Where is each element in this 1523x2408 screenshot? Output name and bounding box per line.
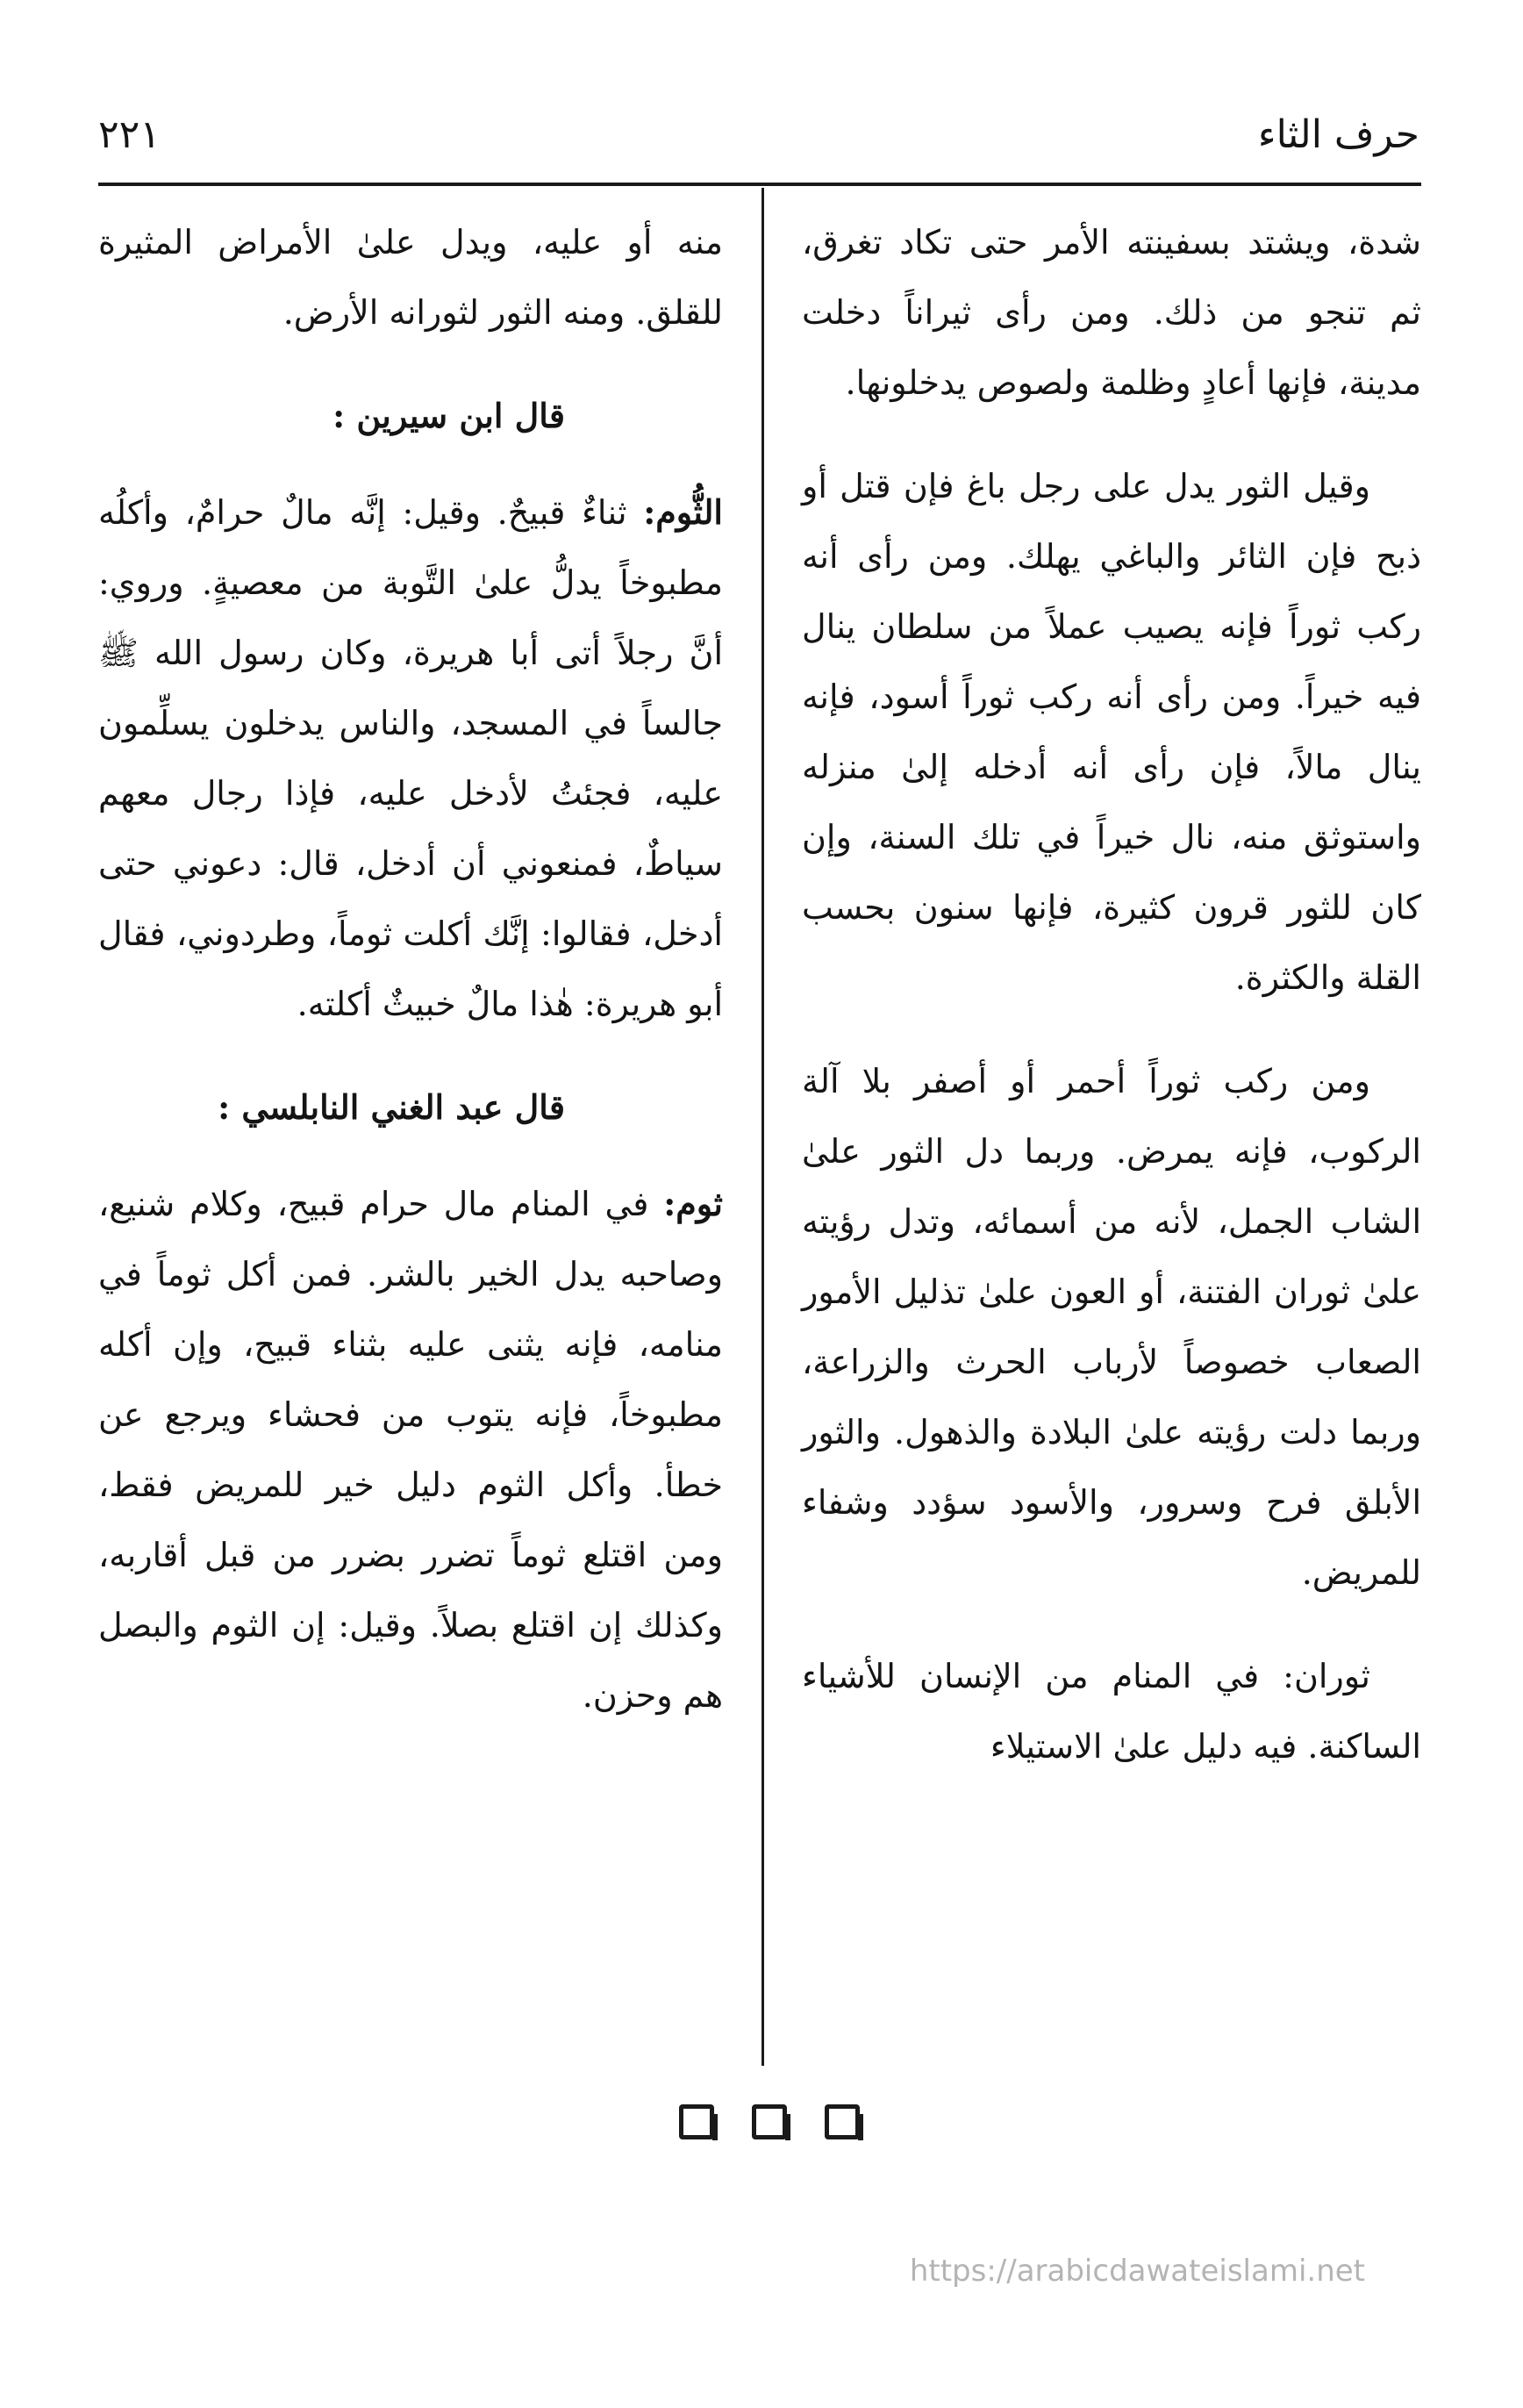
entry-term: الثُّوم: [643,492,723,532]
page-number: ٢٢١ [98,112,161,157]
section-heading-nabulsi: قال عبد الغني النابلسي : [218,1087,565,1127]
paragraph: منه أو عليه، ويدل علىٰ الأمراض المثيرة للقلق. ومنه الثور لثورانه الأرض. [98,223,723,332]
entry-text: في المنام مال حرام قبيح، وكلام شنيع، وصاحبه يدل الخير بالشر. فمن أكل ثوماً في منامه، فإنه يثنى عليه بثناء قبيح، وإن أكله مطبوخاً، فإنه يتوب من فحشاء ويرجع عن خطأ. وأكل الثوم دليل خير للمريض فقط، ومن اقتلع ثوماً تضرر بضرر من قبل أقاربه، وكذلك إن اقتلع بصلاً. وقيل: إن الثوم والبصل هم وحزن. [98,1185,723,1715]
paragraph-garlic-nabulsi [98,1169,723,1731]
entry-text: ثناءٌ قبيحٌ. وقيل: إنَّه مالٌ حرامٌ، وأكلُه مطبوخاً يدلُّ علىٰ التَّوبة من معصيةٍ. وروي: أنَّ رجلاً أتى أبا هريرة، وكان رسول الله ﷺ جالساً في المسجد، والناس يدخلون يسلِّمون عليه، فجئتُ لأدخل عليه، فإذا رجال معهم سياطٌ، فمنعوني أن أدخل، قال: دعوني حتى أدخل، فقالوا: إنَّك أكلت ثوماً، وطردوني، فقال أبو هريرة: هٰذا مالٌ خبيثٌ أكلته. [98,493,723,1023]
section-heading-ibn-sirin: قال ابن سيرين : [332,396,565,435]
ornament-square-icon [752,2104,787,2139]
chapter-title: حرف الثاء [1257,112,1419,157]
paragraph: وقيل الثور يدل على رجل باغ فإن قتل أو ذبح فإن الثائر والباغي يهلك. ومن رأى أنه ركب ثوراً فإنه يصيب عملاً من سلطان ينال فيه خيراً. ومن رأى أنه ركب ثوراً أسود، فإنه ينال مالاً، فإن رأى أنه أدخله إلىٰ منزله واستوثق منه، نال خيراً في تلك السنة، وإن كان للثور قرون كثيرة، فإنها سنون بحسب القلة والكثرة. [802,467,1421,997]
column-divider [762,188,764,2066]
paragraph: ومن ركب ثوراً أحمر أو أصفر بلا آلة الركوب، فإنه يمرض. وربما دل الثور علىٰ الشاب الجمل، لأنه من أسمائه، وتدل رؤيته علىٰ ثوران الفتنة، أو العون علىٰ تذليل الأمور الصعاب خصوصاً لأرباب الحرث والزراعة، وربما دلت رؤيته علىٰ البلادة والذهول. والثور الأبلق فرح وسرور، والأسود سؤدد وشفاء للمريض. [802,1062,1421,1592]
watermark-url: https://arabicdawateislami.net [909,2254,1365,2289]
ornament-square-icon [825,2104,860,2139]
paragraph-garlic-ibn-sirin [98,477,723,1039]
header-rule [98,183,1421,186]
paragraph: ثوران: في المنام من الإنسان للأشياء الساكنة. فيه دليل علىٰ الاستيلاء [802,1657,1421,1766]
left-column [98,207,723,1764]
end-ornament [679,2104,860,2146]
ornament-square-icon [679,2104,714,2139]
paragraph: شدة، ويشتد بسفينته الأمر حتى تكاد تغرق، ثم تنجو من ذلك. ومن رأى ثيراناً دخلت مدينة، فإنها أعادٍ وظلمة ولصوص يدخلونها. [802,223,1421,402]
right-column [802,207,1421,1815]
entry-term: ثوم: [663,1184,723,1223]
